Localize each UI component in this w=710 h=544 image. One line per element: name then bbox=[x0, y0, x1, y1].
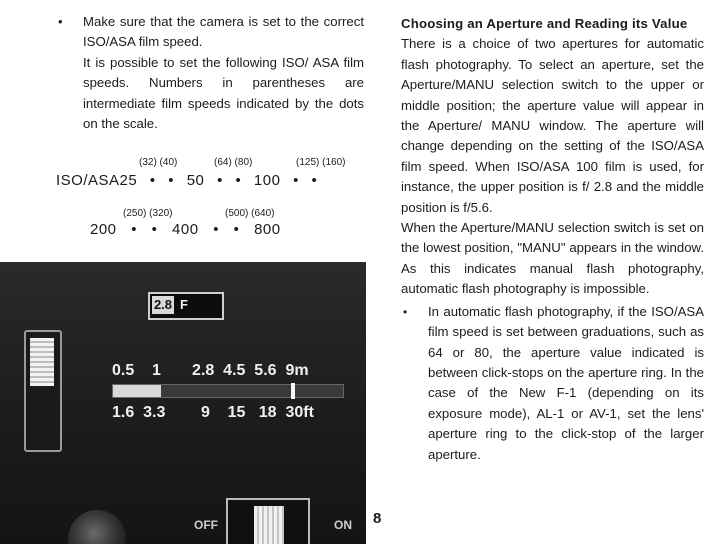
aperture-value: 2.8 bbox=[153, 297, 173, 312]
switch-off-label: OFF bbox=[194, 518, 218, 532]
aperture-window bbox=[148, 292, 224, 320]
flash-panel-photo bbox=[0, 262, 366, 544]
panel-knob bbox=[68, 510, 126, 544]
manu-paragraph: When the Aperture/MANU selection switch is set on the lowest position, "MANU" appears in the window. As this indicates manual flash photography, automatic flash photography is impossible. bbox=[401, 220, 704, 297]
iso-intermediate-2: (64) (80) bbox=[214, 157, 253, 168]
note-text: In automatic flash photography, if the ISO/ASA film speed is set between graduations, such as 64 or 80, the aperture value indicated is between click-stops on the aperture ring. In the case of the New F-1 (depending on its exposure mode), AL-1 or AV-1, set the lens' aperture ring to the click-stop of the larger aperture. bbox=[428, 303, 704, 462]
distance-scale-mark bbox=[291, 383, 295, 399]
film-speed-paragraph: It is possible to set the following ISO/ ASA film speeds. Numbers in parentheses are intermediate film speeds indicated by the dots on the scale. bbox=[83, 54, 364, 132]
power-switch-thumb bbox=[254, 506, 284, 544]
aperture-mode: F bbox=[180, 297, 188, 312]
iso-intermediate-3: (125) (160) bbox=[296, 157, 346, 168]
iso-scale-row-1: ISO/ASA25 • • 50 • • 100 • • bbox=[56, 172, 318, 189]
aperture-paragraph: There is a choice of two apertures for automatic flash photography. To select an aperture, set the Aperture/MANU selection switch to the upper or middle position; the aperture value will appear in the Aperture/ MANU window. The aperture will change depending on the setting of the ISO/ASA film speed. When ISO/ASA 100 film is used, for instance, the upper position is f/ 2.8 and the middle position is f/5.6. bbox=[401, 36, 704, 215]
left-column bbox=[58, 12, 364, 134]
distance-scale-bar bbox=[112, 384, 344, 398]
iso-scale-row-2: 200 • • 400 • • 800 bbox=[90, 221, 281, 238]
right-column bbox=[401, 14, 704, 465]
intro-paragraph: Make sure that the camera is set to the correct ISO/ASA film speed. bbox=[83, 14, 364, 50]
note-bullet bbox=[401, 302, 704, 465]
iso-intermediate-5: (500) (640) bbox=[225, 208, 275, 219]
selection-switch bbox=[24, 330, 62, 452]
selection-switch-thumb bbox=[30, 338, 54, 386]
bullet-icon: • bbox=[403, 304, 408, 319]
distance-scale-meters: 0.5 1 2.8 4.5 5.6 9m bbox=[112, 362, 309, 379]
switch-on-label: ON bbox=[334, 518, 352, 532]
distance-scale-fill bbox=[113, 385, 161, 397]
bullet-icon: • bbox=[58, 14, 63, 29]
page-number: 8 bbox=[373, 510, 382, 527]
iso-intermediate-1: (32) (40) bbox=[139, 157, 178, 168]
power-switch bbox=[226, 498, 310, 544]
section-heading: Choosing an Aperture and Reading its Value bbox=[401, 16, 688, 31]
distance-scale-feet: 1.6 3.3 9 15 18 30ft bbox=[112, 404, 314, 421]
iso-intermediate-4: (250) (320) bbox=[123, 208, 173, 219]
